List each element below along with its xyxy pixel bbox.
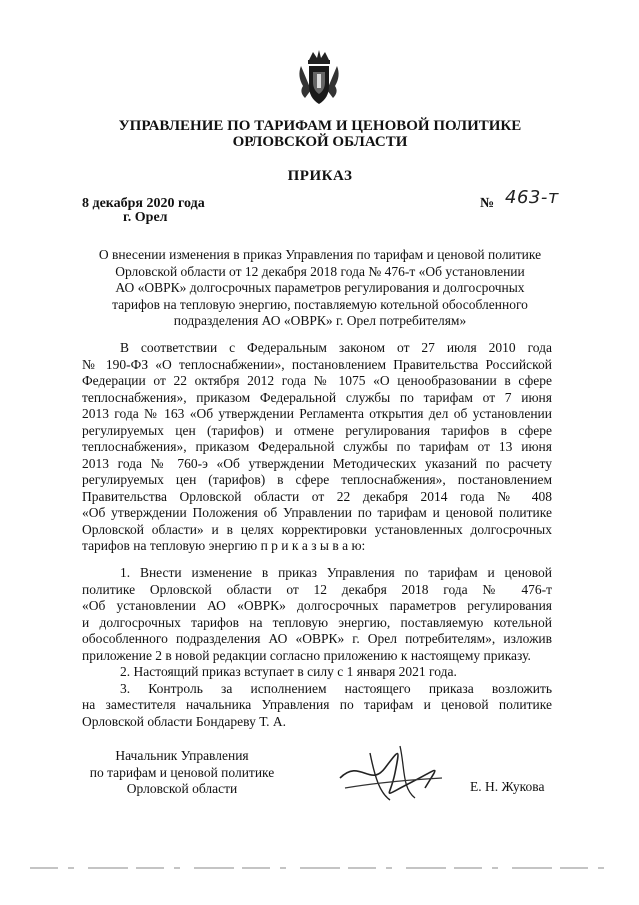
preamble-line: В соответствии с Федеральным законом от 27 июля 2010 года xyxy=(120,340,552,355)
preamble-paragraph xyxy=(82,340,552,555)
document-type-title: ПРИКАЗ xyxy=(287,168,353,184)
subject-line: О внесении изменения в приказ Управления по тарифам и ценовой политике xyxy=(98,247,542,262)
item-line: и долгосрочных тарифов на тепловую энергию, поставляемую котельной xyxy=(82,614,552,630)
preamble-line: 2013 года № 760-э «Об утверждении Методических указаний по расчету xyxy=(82,455,552,471)
preamble-line: «Об утверждении Положения об Управлении по тарифам и ценовой политике xyxy=(82,505,552,520)
preamble-line: тарифов на тепловую энергию п р и к а з ы в а ю: xyxy=(82,538,366,553)
document-city: г. Орел xyxy=(123,210,168,225)
preamble-line: 2013 года № 163 «Об утверждении Регламента открытия дел об установлении xyxy=(82,406,552,421)
subject-line: АО «ОВРК» долгосрочных параметров регулирования и долгосрочных xyxy=(115,280,525,295)
document-subject xyxy=(70,247,570,330)
preamble-line: Орловской области» и в целях корректировки установленных долгосрочных xyxy=(82,521,552,537)
subject-line: тарифов на тепловую энергию, поставляемую котельной обособленного xyxy=(112,296,528,312)
preamble-line: регулируемых цен (тарифов) в сфере теплоснабжения», постановлением xyxy=(82,472,552,487)
order-items xyxy=(82,565,552,730)
signature-icon xyxy=(330,738,450,808)
document-number-label: № xyxy=(480,196,495,211)
preamble-line: Федерации от 22 октября 2012 года № 1075 «О ценообразовании в сфере xyxy=(82,373,552,388)
item-line: политике Орловской области от 12 декабря 2018 года № 476-т xyxy=(82,581,552,597)
item-line: Орловской области Бондареву Т. А. xyxy=(82,713,286,729)
coat-of-arms-icon xyxy=(295,46,343,108)
preamble-line: регулируемых цен (тарифов) и отмене регулирования тарифов в сфере xyxy=(82,422,552,438)
document-date: 8 декабря 2020 года xyxy=(82,196,205,211)
document-number-handwritten: 463-т xyxy=(505,187,559,208)
scan-edge-dashes xyxy=(30,866,610,870)
organization-name-line2: ОРЛОВСКОЙ ОБЛАСТИ xyxy=(232,134,408,150)
signer-position-line: по тарифам и ценовой политике xyxy=(89,764,275,780)
item-line: 1. Внести изменение в приказ Управления по тарифам и ценовой xyxy=(120,565,552,580)
item-line: «Об установлении АО «ОВРК» долгосрочных параметров регулирования xyxy=(82,598,552,613)
subject-line: подразделения АО «ОВРК» г. Орел потребителям» xyxy=(173,313,467,328)
signer-name: Е. Н. Жукова xyxy=(470,779,545,794)
item-line: 2. Настоящий приказ вступает в силу с 1 января 2021 года. xyxy=(120,664,457,679)
item-line: 3. Контроль за исполнением настоящего приказа возложить xyxy=(120,680,552,696)
signer-position-line: Орловской области xyxy=(126,781,238,796)
preamble-line: теплоснабжения», приказом Федеральной службы по тарифам от 7 июня xyxy=(82,389,552,405)
subject-line: Орловской области от 12 декабря 2018 года № 476-т «Об установлении xyxy=(115,263,525,279)
signer-position xyxy=(82,748,282,798)
item-line: приложение 2 в новой редакции согласно приложению к настоящему приказу. xyxy=(82,647,531,663)
preamble-line: теплоснабжения», приказом Федеральной службы по тарифам от 13 июня xyxy=(82,439,552,454)
preamble-line: № 190-ФЗ «О теплоснабжении», постановлением Правительства Российской xyxy=(82,356,552,372)
organization-name-line1: УПРАВЛЕНИЕ ПО ТАРИФАМ И ЦЕНОВОЙ ПОЛИТИКЕ xyxy=(118,118,522,134)
item-line: на заместителя начальника Управления по тарифам и ценовой политике xyxy=(82,697,552,712)
signer-position-line: Начальник Управления xyxy=(115,748,249,763)
preamble-line: Правительства Орловской области от 22 декабря 2014 года № 408 xyxy=(82,488,552,504)
item-line: обособленного подразделения АО «ОВРК» г. Орел потребителям», изложив xyxy=(82,631,552,646)
